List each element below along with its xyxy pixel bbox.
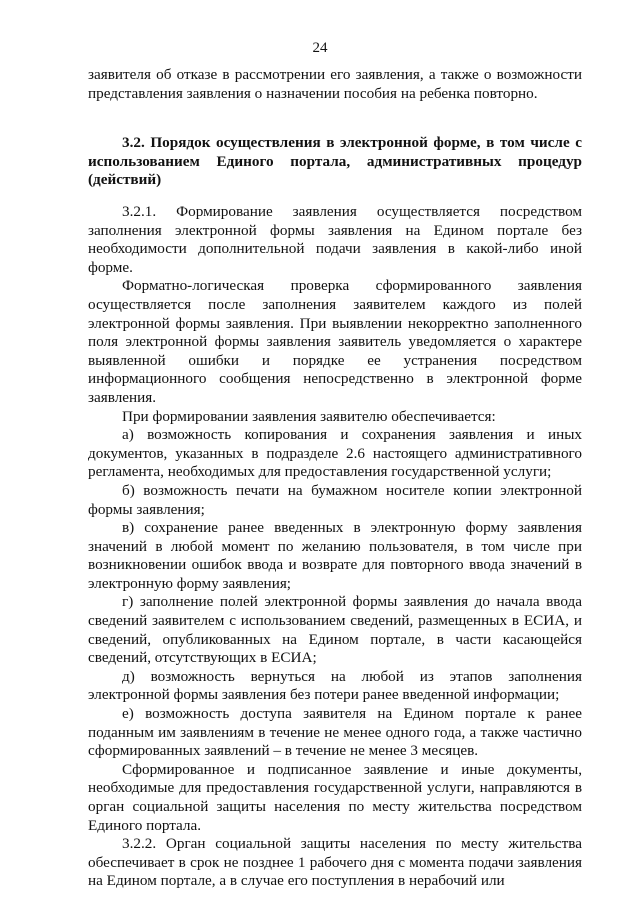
body-text-block	[88, 203, 582, 891]
intro-paragraph: заявителя об отказе в рассмотрении его заявления, а также о возможности представления заявления о назначении пособия на ребенка повторно.	[88, 66, 582, 102]
paragraph-format-check: Форматно-логическая проверка сформированного заявления осуществляется после заполнения заявителем каждого из полей электронной формы заявления. При выявлении некорректно заполненного поля электронной формы заявления заявитель уведомляется о характере выявленной ошибки и порядке ее устранения посредством информационного сообщения непосредственно в электронной форме заявления.	[88, 277, 582, 406]
list-item-g: г) заполнение полей электронной формы заявления до начала ввода сведений заявителем с использованием сведений, размещенных в ЕСИА, и сведений, опубликованных на Едином портале, в части касающейся сведений, отсутствующих в ЕСИА;	[88, 593, 582, 667]
list-item-a: а) возможность копирования и сохранения заявления и иных документов, указанных в подразделе 2.6 настоящего административного регламента, необходимых для предоставления государственной услуги;	[88, 426, 582, 481]
list-item-v: в) сохранение ранее введенных в электронную форму заявления значений в любой момент по желанию пользователя, в том числе при возникновении ошибок ввода и возврате для повторного ввода значений в электронную форму заявления;	[88, 519, 582, 592]
section-heading-block	[88, 134, 582, 190]
intro-text-block	[88, 66, 582, 103]
list-item-d: д) возможность вернуться на любой из этапов заполнения электронной формы заявления без потери ранее введенной информации;	[88, 667, 582, 704]
page-number: 24	[312, 40, 328, 56]
section-heading: 3.2. Порядок осуществления в электронной форме, в том числе с использованием Единого портала, административных процедур (действий)	[88, 134, 582, 189]
list-item-b: б) возможность печати на бумажном носителе копии электронной формы заявления;	[88, 481, 582, 518]
paragraph-3-2-2: 3.2.2. Орган социальной защиты населения по месту жительства обеспечивает в срок не позднее 1 рабочего дня с момента подачи заявления на Едином портале, а в случае его поступления в нерабочий или	[88, 835, 582, 890]
paragraph-3-2-1: 3.2.1. Формирование заявления осуществляется посредством заполнения электронной формы заявления на Едином портале без необходимости дополнительной подачи заявления в какой-либо иной форме.	[88, 203, 582, 276]
list-item-e: е) возможность доступа заявителя на Едином портале к ранее поданным им заявлениям в течение не менее одного года, а также частично сформированных заявлений – в течение не менее 3 месяцев.	[88, 705, 582, 760]
paragraph-signed-application: Сформированное и подписанное заявление и иные документы, необходимые для предоставления государственной услуги, направляются в орган социальной защиты населения по месту жительства посредством Единого портала.	[88, 760, 582, 834]
paragraph-provided-list-intro: При формировании заявления заявителю обеспечивается:	[122, 407, 496, 425]
